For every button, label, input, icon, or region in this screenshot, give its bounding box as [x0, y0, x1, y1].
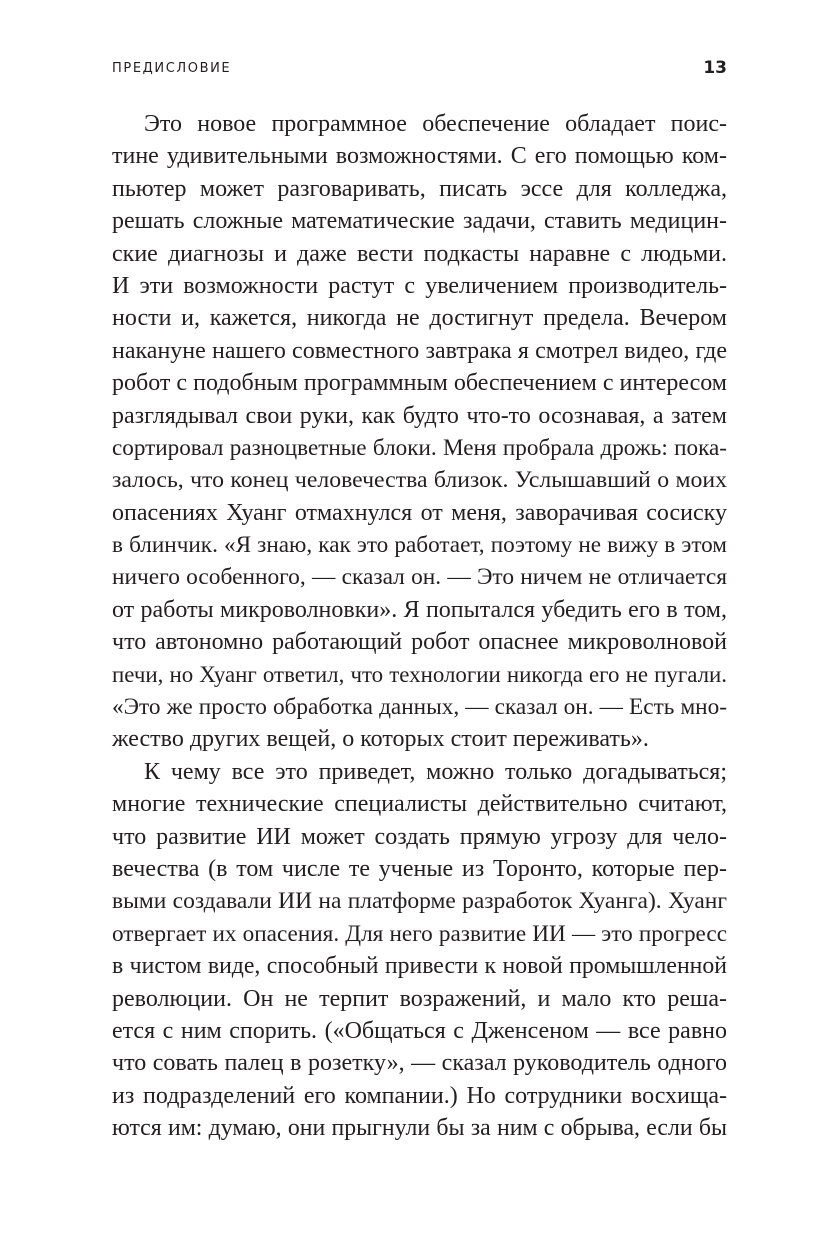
text-line: накануне нашего совместного завтрака я смотрел видео, где	[112, 337, 727, 364]
text-line: в чистом виде, способный привести к новой промышленной	[112, 953, 727, 980]
text-line: что совать палец в розетку», — сказал руководитель одного	[112, 1050, 727, 1077]
text-line: в блинчик. «Я знаю, как это работает, поэтому не вижу в этом	[112, 532, 727, 559]
paragraph-1	[112, 108, 727, 756]
text-line: разглядывал свои руки, как будто что-то осознавая, а затем	[112, 402, 727, 429]
text-line: ются им: думаю, они прыгнули бы за ним с обрыва, если бы	[112, 1115, 727, 1142]
text-line: Это новое программное обеспечение обладает поис-	[144, 111, 727, 137]
text-line: решать сложные математические задачи, ставить медицин-	[112, 208, 727, 235]
text-line: ничего особенного, — сказал он. — Это ничем не отличается	[112, 564, 727, 591]
text-line: сортировал разноцветные блоки. Меня пробрала дрожь: пока-	[112, 434, 727, 461]
text-line: из подразделений его компании.) Но сотрудники восхища-	[112, 1082, 727, 1109]
text-line: многие технические специалисты действительно считают,	[112, 791, 727, 818]
text-line: ности и, кажется, никогда не достигнут предела. Вечером	[112, 305, 727, 332]
text-line: выми создавали ИИ на платформе разработок Хуанга). Хуанг	[112, 888, 727, 915]
text-line: революции. Он не терпит возражений, и мало кто реша-	[112, 985, 727, 1012]
text-line: ется с ним спорить. («Общаться с Дженсеном — все равно	[112, 1017, 727, 1044]
text-line: ские диагнозы и даже вести подкасты наравне с людьми.	[112, 240, 727, 267]
text-line: отвергает их опасения. Для него развитие ИИ — это прогресс	[112, 920, 727, 947]
text-line: что автономно работающий робот опаснее микроволновой	[112, 629, 727, 656]
text-line: жество других вещей, о которых стоит переживать».	[112, 726, 649, 753]
text-line: что развитие ИИ может создать прямую угрозу для чело-	[112, 823, 727, 850]
text-line: вечества (в том числе те ученые из Торонто, которые пер-	[112, 855, 727, 882]
body-text	[112, 108, 727, 1145]
text-line: робот с подобным программным обеспечением с интересом	[112, 370, 727, 397]
text-line: печи, но Хуанг ответил, что технологии никогда его не пугали.	[112, 661, 727, 687]
text-line: И эти возможности растут с увеличением производитель-	[112, 272, 727, 299]
text-line: опасениях Хуанг отмахнулся от меня, заворачивая сосиску	[112, 499, 727, 526]
paragraph-2	[112, 756, 727, 1145]
text-line: К чему все это приведет, можно только догадываться;	[144, 758, 727, 785]
text-line: пьютер может разговаривать, писать эссе для колледжа,	[112, 175, 727, 202]
text-line: от работы микроволновки». Я попытался убедить его в том,	[112, 596, 727, 623]
page-number: 13	[703, 58, 727, 78]
running-head: ПРЕДИСЛОВИЕ	[112, 61, 232, 76]
text-line: тине удивительными возможностями. С его помощью ком-	[112, 143, 727, 170]
text-line: «Это же просто обработка данных, — сказал он. — Есть мно-	[112, 694, 727, 721]
text-line: залось, что конец человечества близок. Услышавший о моих	[112, 467, 727, 494]
